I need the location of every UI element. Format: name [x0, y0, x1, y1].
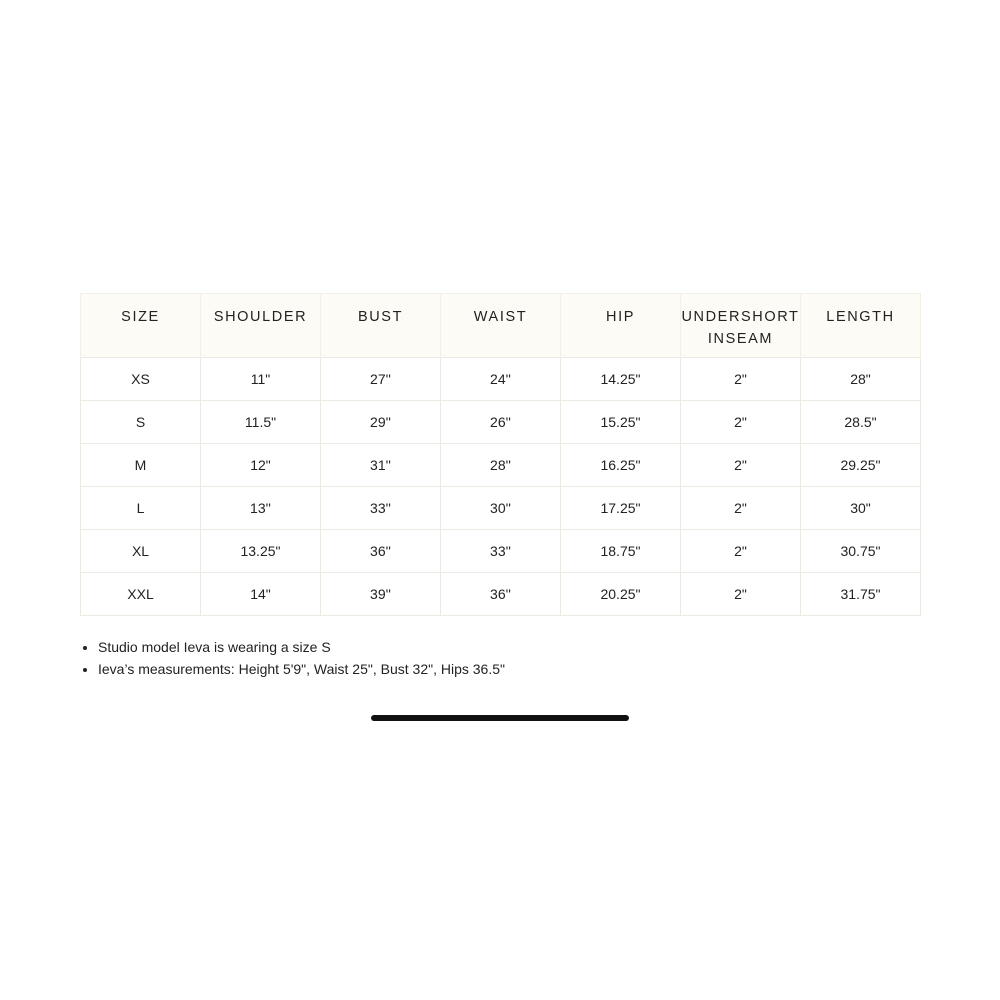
header-waist: WAIST — [441, 294, 561, 358]
cell-length: 30" — [801, 487, 921, 530]
header-bust: BUST — [321, 294, 441, 358]
cell-undershort-inseam: 2" — [681, 401, 801, 444]
cell-shoulder: 12" — [201, 444, 321, 487]
cell-hip: 17.25" — [561, 487, 681, 530]
cell-undershort-inseam: 2" — [681, 573, 801, 616]
header-undershort-inseam: UNDERSHORT INSEAM — [681, 294, 801, 358]
cell-waist: 28'' — [441, 444, 561, 487]
cell-hip: 14.25" — [561, 358, 681, 401]
cell-bust: 31'' — [321, 444, 441, 487]
cell-length: 30.75" — [801, 530, 921, 573]
cell-shoulder: 13'' — [201, 487, 321, 530]
table-row — [81, 487, 921, 530]
table-row — [81, 444, 921, 487]
cell-hip: 20.25" — [561, 573, 681, 616]
cell-waist: 30'' — [441, 487, 561, 530]
cell-size: XL — [81, 530, 201, 573]
cell-hip: 15.25" — [561, 401, 681, 444]
cell-size: L — [81, 487, 201, 530]
model-notes-list — [80, 637, 505, 680]
header-row — [81, 294, 921, 358]
size-chart-table — [80, 293, 921, 616]
header-hip: HIP — [561, 294, 681, 358]
cell-bust: 39'' — [321, 573, 441, 616]
cell-undershort-inseam: 2" — [681, 444, 801, 487]
cell-size: M — [81, 444, 201, 487]
size-chart-header — [81, 294, 921, 358]
cell-bust: 36'' — [321, 530, 441, 573]
cell-size: XXL — [81, 573, 201, 616]
cell-waist: 26'' — [441, 401, 561, 444]
cell-length: 28" — [801, 358, 921, 401]
table-row — [81, 401, 921, 444]
table-row — [81, 573, 921, 616]
cell-bust: 27'' — [321, 358, 441, 401]
cell-size: XS — [81, 358, 201, 401]
header-length: LENGTH — [801, 294, 921, 358]
cell-undershort-inseam: 2" — [681, 530, 801, 573]
cell-waist: 36'' — [441, 573, 561, 616]
table-row — [81, 358, 921, 401]
cell-waist: 24'' — [441, 358, 561, 401]
list-item: • Ieva’s measurements: Height 5'9", Waist 25", Bust 32", Hips 36.5" — [98, 659, 505, 681]
header-shoulder: SHOULDER — [201, 294, 321, 358]
cell-length: 31.75" — [801, 573, 921, 616]
header-size: SIZE — [81, 294, 201, 358]
cell-size: S — [81, 401, 201, 444]
cell-undershort-inseam: 2" — [681, 487, 801, 530]
cell-bust: 29'' — [321, 401, 441, 444]
cell-hip: 16.25" — [561, 444, 681, 487]
cell-shoulder: 14" — [201, 573, 321, 616]
cell-undershort-inseam: 2" — [681, 358, 801, 401]
home-indicator-bar[interactable] — [371, 715, 629, 721]
list-item: • Studio model Ieva is wearing a size S — [98, 637, 505, 659]
cell-shoulder: 11.5" — [201, 401, 321, 444]
cell-shoulder: 11" — [201, 358, 321, 401]
cell-length: 28.5" — [801, 401, 921, 444]
table-row — [81, 530, 921, 573]
cell-bust: 33'' — [321, 487, 441, 530]
size-chart-body — [81, 358, 921, 616]
cell-hip: 18.75" — [561, 530, 681, 573]
cell-length: 29.25" — [801, 444, 921, 487]
cell-shoulder: 13.25" — [201, 530, 321, 573]
cell-waist: 33'' — [441, 530, 561, 573]
